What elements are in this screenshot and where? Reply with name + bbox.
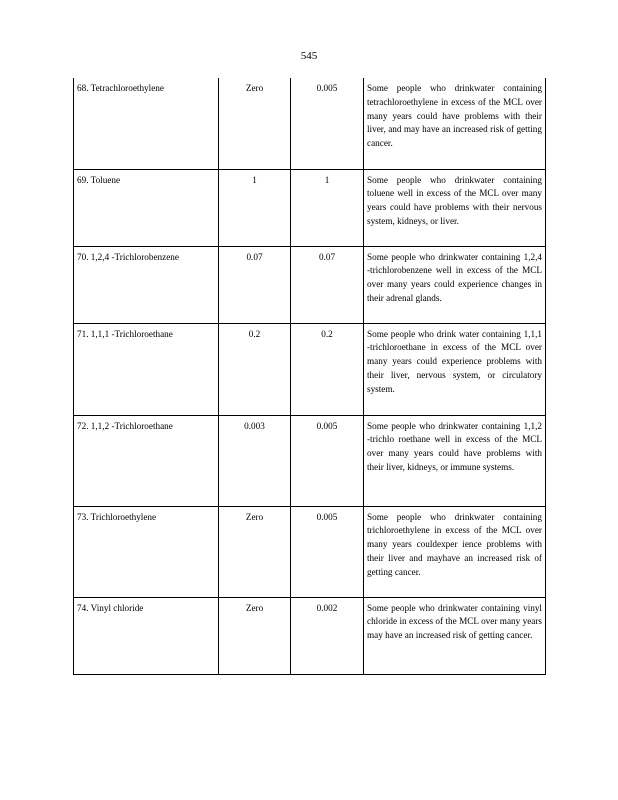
- contaminant-name: 72. 1,1,2 -Trichloroethane: [74, 415, 219, 506]
- health-effects: Some people who drinkwater containing 1,1,2 -trichlo roethane well in excess of the MCL over many years could have problems with their liver, kidneys, or immune systems.: [364, 415, 546, 506]
- health-effects: Some people who drinkwater containing trichloroethylene in excess of the MCL over many years couldexper ience problems with their liver and mayhave an increased risk of getting cancer.: [364, 506, 546, 597]
- contaminant-name: 68. Tetrachloroethylene: [74, 78, 219, 169]
- table-row: [74, 415, 546, 506]
- mcl-value: 0.2: [291, 323, 364, 415]
- mcl-value: 0.07: [291, 246, 364, 323]
- health-effects: Some people who drinkwater containing tetrachloroethylene in excess of the MCL over many years could have problems with their liver, and may have an increased risk of getting cancer.: [364, 78, 546, 169]
- page-number: 545: [300, 50, 318, 62]
- mcl-value: 0.005: [291, 78, 364, 169]
- contaminant-name: 71. 1,1,1 -Trichloroethane: [74, 323, 219, 415]
- mclg-value: 0.07: [219, 246, 291, 323]
- mcl-value: 0.005: [291, 506, 364, 597]
- table-row: [74, 78, 546, 169]
- health-effects: Some people who drinkwater containing vinyl chloride in excess of the MCL over many years may have an increased risk of getting cancer.: [364, 597, 546, 674]
- mclg-value: Zero: [219, 597, 291, 674]
- health-effects: Some people who drinkwater containing toluene well in excess of the MCL over many years could have problems with their nervous system, kidneys, or liver.: [364, 169, 546, 246]
- mcl-value: 0.002: [291, 597, 364, 674]
- mcl-value: 0.005: [291, 415, 364, 506]
- table-row: [74, 246, 546, 323]
- health-effects: Some people who drink water containing 1,1,1 -trichloroethane in excess of the MCL over many years could experience problems with their liver, nervous system, or circulatory system.: [364, 323, 546, 415]
- mclg-value: Zero: [219, 78, 291, 169]
- mcl-value: 1: [291, 169, 364, 246]
- table-row: [74, 169, 546, 246]
- table-row: [74, 506, 546, 597]
- contaminant-name: 70. 1,2,4 -Trichlorobenzene: [74, 246, 219, 323]
- contaminant-name: 73. Trichloroethylene: [74, 506, 219, 597]
- table-row: [74, 597, 546, 674]
- contaminant-name: 74. Vinyl chloride: [74, 597, 219, 674]
- mclg-value: 1: [219, 169, 291, 246]
- health-effects: Some people who drinkwater containing 1,2,4 -trichlorobenzene well in excess of the MCL over many years could experience changes in their adrenal glands.: [364, 246, 546, 323]
- mclg-value: 0.2: [219, 323, 291, 415]
- contaminant-name: 69. Toluene: [74, 169, 219, 246]
- mclg-value: Zero: [219, 506, 291, 597]
- table-row: [74, 323, 546, 415]
- mclg-value: 0.003: [219, 415, 291, 506]
- contaminant-table: [73, 78, 546, 675]
